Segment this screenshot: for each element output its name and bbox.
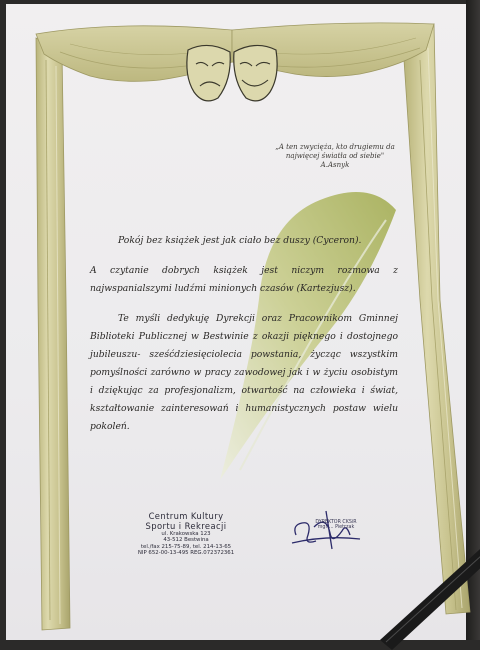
institution-stamp: [116, 512, 256, 557]
org-name-line-2: Sportu i Rekreacji: [145, 520, 227, 531]
director-stamp-line-1: DYREKTOR CKSiR: [315, 520, 357, 525]
address-line-3: tel./fax 215-75-89, tel. 214-13-65: [140, 543, 232, 550]
theatre-masks-icon: [182, 36, 282, 108]
org-name-line-1: Centrum Kultury: [148, 511, 224, 521]
director-stamp-line-2: mgr ... Pietrzak: [317, 525, 355, 530]
paragraph-descartes: A czytanie dobrych książek jest niczym rozmowa z najwspanialszymi ludźmi minionych czasów (Kartezjusz).: [90, 265, 398, 294]
motto-quote: [250, 143, 420, 170]
address-line-4: NIP 652-00-13-495 REG.072372361: [137, 550, 235, 557]
director-stamp: [306, 520, 366, 530]
paragraph-dedication: Te myśli dedykuję Dyrekcji oraz Pracownikom Gminnej Biblioteki Publicznej w Bestwinie z okazji pięknego i dostojnego jubileuszu- sześćdziesięciolecia powstania, życząc wszystkim pomyślności zarówno w pracy zawodowej jak i w życiu osobistym i dziękując za profesjonalizm, otwartość na człowieka i świat, kształtowanie zainteresowań i humanistycznych postaw wielu pokoleń.: [90, 313, 398, 432]
quote-line-2: najwięcej światła od siebie": [285, 152, 385, 160]
address-line-2: 43-512 Bestwina: [163, 537, 209, 544]
quote-author: A.Asnyk: [320, 161, 350, 169]
handwritten-signature: [286, 505, 366, 555]
dedication-text: [90, 232, 398, 448]
black-ribbon: [360, 520, 480, 650]
quote-line-1: „A ten zwycięża, kto drugiemu da: [275, 143, 395, 151]
address-line-1: ul. Krakowska 123: [161, 531, 211, 537]
paragraph-cicero: Pokój bez książek jest jak ciało bez duszy (Cyceron).: [118, 235, 362, 246]
